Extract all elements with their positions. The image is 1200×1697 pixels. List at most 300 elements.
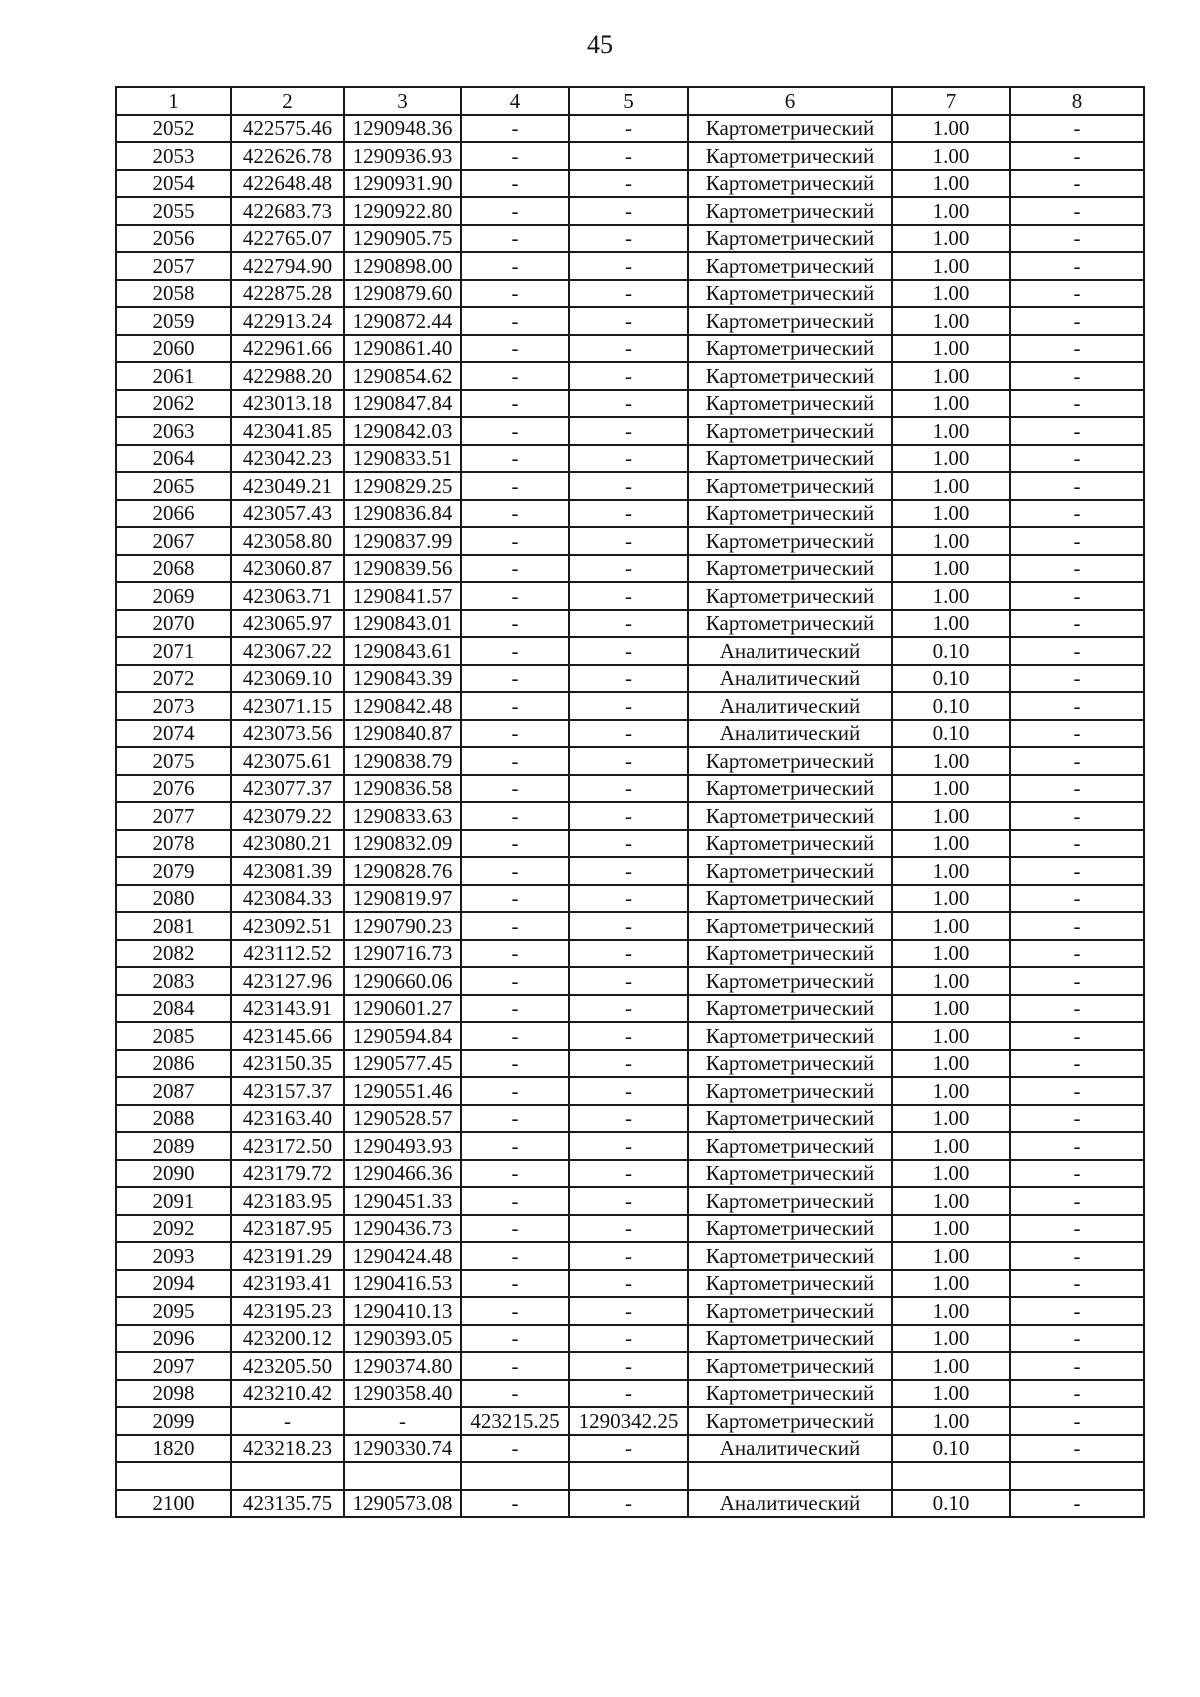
note-cell: - xyxy=(1010,1050,1144,1078)
x-alt-cell: - xyxy=(461,747,569,775)
note-cell: - xyxy=(1010,857,1144,885)
accuracy-cell: 1.00 xyxy=(892,280,1010,308)
accuracy-cell: 1.00 xyxy=(892,1242,1010,1270)
y-alt-cell: - xyxy=(569,1215,688,1243)
table-row xyxy=(116,912,1144,940)
y-coord-cell: 1290828.76 xyxy=(344,857,461,885)
x-coord-cell: 423150.35 xyxy=(231,1050,344,1078)
y-coord-cell: 1290833.51 xyxy=(344,445,461,473)
point-number-cell: 2076 xyxy=(116,775,231,803)
y-alt-cell: - xyxy=(569,445,688,473)
method-cell: Картометрический xyxy=(688,940,892,968)
note-cell: - xyxy=(1010,417,1144,445)
y-alt-cell: - xyxy=(569,1132,688,1160)
coordinates-table xyxy=(115,86,1145,1518)
point-number-cell: 2075 xyxy=(116,747,231,775)
point-number-cell: 2094 xyxy=(116,1270,231,1298)
x-coord-cell: 423205.50 xyxy=(231,1352,344,1380)
page-number: 45 xyxy=(587,30,613,59)
table-row xyxy=(116,1242,1144,1270)
point-number-cell: 2068 xyxy=(116,555,231,583)
point-number-cell: 2083 xyxy=(116,967,231,995)
point-number-cell: 2098 xyxy=(116,1380,231,1408)
table-row xyxy=(116,197,1144,225)
note-cell: - xyxy=(1010,775,1144,803)
point-number-cell: 2056 xyxy=(116,225,231,253)
accuracy-cell: 1.00 xyxy=(892,802,1010,830)
x-alt-cell: - xyxy=(461,857,569,885)
point-number-cell: 2088 xyxy=(116,1105,231,1133)
table-row xyxy=(116,802,1144,830)
x-coord-cell: 423191.29 xyxy=(231,1242,344,1270)
x-coord-cell: 423041.85 xyxy=(231,417,344,445)
x-coord-cell: 423143.91 xyxy=(231,995,344,1023)
y-coord-cell: 1290358.40 xyxy=(344,1380,461,1408)
x-alt-cell: - xyxy=(461,1105,569,1133)
point-number-cell: 2061 xyxy=(116,362,231,390)
table-row xyxy=(116,335,1144,363)
x-alt-cell: - xyxy=(461,445,569,473)
y-alt-cell: - xyxy=(569,692,688,720)
note-cell: - xyxy=(1010,885,1144,913)
method-cell: Картометрический xyxy=(688,362,892,390)
x-alt-cell: - xyxy=(461,142,569,170)
accuracy-cell: 1.00 xyxy=(892,912,1010,940)
table-row xyxy=(116,1187,1144,1215)
y-coord-cell: 1290898.00 xyxy=(344,252,461,280)
accuracy-cell: 1.00 xyxy=(892,252,1010,280)
method-cell: Картометрический xyxy=(688,417,892,445)
x-alt-cell: - xyxy=(461,1297,569,1325)
note-cell: - xyxy=(1010,1105,1144,1133)
x-coord-cell: 423065.97 xyxy=(231,610,344,638)
method-cell: Картометрический xyxy=(688,1187,892,1215)
x-coord-cell: 423080.21 xyxy=(231,830,344,858)
x-alt-cell: - xyxy=(461,1050,569,1078)
table-row xyxy=(116,995,1144,1023)
point-number-cell: 2092 xyxy=(116,1215,231,1243)
method-cell: Аналитический xyxy=(688,1435,892,1463)
table-row xyxy=(116,1490,1144,1518)
note-cell: - xyxy=(1010,555,1144,583)
x-alt-cell: - xyxy=(461,362,569,390)
note-cell: - xyxy=(1010,637,1144,665)
y-coord-cell: 1290948.36 xyxy=(344,115,461,143)
x-coord-cell: 423084.33 xyxy=(231,885,344,913)
method-cell: Картометрический xyxy=(688,307,892,335)
point-number-cell: 2067 xyxy=(116,527,231,555)
y-coord-cell: 1290551.46 xyxy=(344,1077,461,1105)
method-cell: Картометрический xyxy=(688,527,892,555)
accuracy-cell: 1.00 xyxy=(892,1077,1010,1105)
x-alt-cell: - xyxy=(461,885,569,913)
method-cell: Картометрический xyxy=(688,747,892,775)
accuracy-cell: 1.00 xyxy=(892,1050,1010,1078)
point-number-cell: 2071 xyxy=(116,637,231,665)
y-coord-cell: 1290837.99 xyxy=(344,527,461,555)
y-alt-cell: - xyxy=(569,390,688,418)
accuracy-cell: 1.00 xyxy=(892,967,1010,995)
x-alt-cell: - xyxy=(461,637,569,665)
note-cell: - xyxy=(1010,940,1144,968)
note-cell: - xyxy=(1010,197,1144,225)
x-coord-cell: 423013.18 xyxy=(231,390,344,418)
y-alt-cell: - xyxy=(569,252,688,280)
x-alt-cell: - xyxy=(461,197,569,225)
column-header: 7 xyxy=(892,87,1010,115)
method-cell: Картометрический xyxy=(688,1352,892,1380)
x-alt-cell: - xyxy=(461,1325,569,1353)
table-row xyxy=(116,720,1144,748)
table-body xyxy=(116,115,1144,1518)
x-alt-cell: - xyxy=(461,1132,569,1160)
x-coord-cell: 423193.41 xyxy=(231,1270,344,1298)
accuracy-cell: 1.00 xyxy=(892,197,1010,225)
y-coord-cell: 1290839.56 xyxy=(344,555,461,583)
y-alt-cell: - xyxy=(569,280,688,308)
table-row xyxy=(116,1160,1144,1188)
table-row xyxy=(116,445,1144,473)
table-row xyxy=(116,1270,1144,1298)
x-coord-cell: 423079.22 xyxy=(231,802,344,830)
point-number-cell: 2085 xyxy=(116,1022,231,1050)
table-row xyxy=(116,1407,1144,1435)
point-number-cell: 2055 xyxy=(116,197,231,225)
y-coord-cell: 1290838.79 xyxy=(344,747,461,775)
x-alt-cell: - xyxy=(461,720,569,748)
y-alt-cell: - xyxy=(569,472,688,500)
point-number-cell: 2065 xyxy=(116,472,231,500)
accuracy-cell: 1.00 xyxy=(892,1380,1010,1408)
x-alt-cell: - xyxy=(461,1380,569,1408)
x-alt-cell: - xyxy=(461,335,569,363)
column-header: 2 xyxy=(231,87,344,115)
table-row xyxy=(116,747,1144,775)
x-coord-cell: 422875.28 xyxy=(231,280,344,308)
x-coord-cell: 423179.72 xyxy=(231,1160,344,1188)
note-cell: - xyxy=(1010,1297,1144,1325)
method-cell: Картометрический xyxy=(688,1242,892,1270)
y-alt-cell: - xyxy=(569,170,688,198)
method-cell: Картометрический xyxy=(688,115,892,143)
method-cell: Аналитический xyxy=(688,1490,892,1518)
point-number-cell: 2063 xyxy=(116,417,231,445)
table-row xyxy=(116,362,1144,390)
table-row xyxy=(116,280,1144,308)
x-alt-cell: - xyxy=(461,1077,569,1105)
x-alt-cell: - xyxy=(461,995,569,1023)
point-number-cell: 2070 xyxy=(116,610,231,638)
method-cell: Картометрический xyxy=(688,197,892,225)
accuracy-cell: 1.00 xyxy=(892,830,1010,858)
y-alt-cell: - xyxy=(569,417,688,445)
x-coord-cell: 423127.96 xyxy=(231,967,344,995)
method-cell: Картометрический xyxy=(688,1160,892,1188)
x-coord-cell: 423135.75 xyxy=(231,1490,344,1518)
y-coord-cell xyxy=(344,1462,461,1490)
x-alt-cell: - xyxy=(461,417,569,445)
x-coord-cell: 423112.52 xyxy=(231,940,344,968)
x-coord-cell: 423075.61 xyxy=(231,747,344,775)
point-number-cell: 2060 xyxy=(116,335,231,363)
method-cell: Картометрический xyxy=(688,1297,892,1325)
note-cell: - xyxy=(1010,1352,1144,1380)
method-cell: Картометрический xyxy=(688,1132,892,1160)
x-coord-cell: 423042.23 xyxy=(231,445,344,473)
point-number-cell: 2053 xyxy=(116,142,231,170)
y-alt-cell: - xyxy=(569,802,688,830)
y-alt-cell: - xyxy=(569,1325,688,1353)
y-alt-cell: - xyxy=(569,1187,688,1215)
point-number-cell: 2093 xyxy=(116,1242,231,1270)
x-alt-cell: - xyxy=(461,1490,569,1518)
y-alt-cell: - xyxy=(569,720,688,748)
y-coord-cell: 1290410.13 xyxy=(344,1297,461,1325)
table-row xyxy=(116,1435,1144,1463)
accuracy-cell: 0.10 xyxy=(892,1435,1010,1463)
x-coord-cell: 422575.46 xyxy=(231,115,344,143)
x-alt-cell: - xyxy=(461,170,569,198)
note-cell xyxy=(1010,1462,1144,1490)
note-cell: - xyxy=(1010,1407,1144,1435)
accuracy-cell: 1.00 xyxy=(892,940,1010,968)
x-coord-cell: 423063.71 xyxy=(231,582,344,610)
point-number-cell: 2064 xyxy=(116,445,231,473)
y-coord-cell: 1290330.74 xyxy=(344,1435,461,1463)
x-alt-cell: - xyxy=(461,967,569,995)
method-cell: Картометрический xyxy=(688,912,892,940)
y-coord-cell: 1290841.57 xyxy=(344,582,461,610)
point-number-cell: 2066 xyxy=(116,500,231,528)
x-alt-cell: - xyxy=(461,1435,569,1463)
y-coord-cell: 1290790.23 xyxy=(344,912,461,940)
note-cell: - xyxy=(1010,390,1144,418)
y-alt-cell: - xyxy=(569,610,688,638)
table-row xyxy=(116,307,1144,335)
accuracy-cell: 1.00 xyxy=(892,527,1010,555)
y-alt-cell: - xyxy=(569,775,688,803)
note-cell: - xyxy=(1010,142,1144,170)
method-cell: Картометрический xyxy=(688,555,892,583)
y-coord-cell: 1290936.93 xyxy=(344,142,461,170)
x-coord-cell: 423077.37 xyxy=(231,775,344,803)
method-cell: Картометрический xyxy=(688,582,892,610)
point-number-cell: 2086 xyxy=(116,1050,231,1078)
x-alt-cell: - xyxy=(461,1022,569,1050)
x-alt-cell xyxy=(461,1462,569,1490)
x-alt-cell: - xyxy=(461,115,569,143)
x-coord-cell: 422913.24 xyxy=(231,307,344,335)
accuracy-cell: 1.00 xyxy=(892,472,1010,500)
y-coord-cell: 1290840.87 xyxy=(344,720,461,748)
accuracy-cell: 1.00 xyxy=(892,1132,1010,1160)
x-coord-cell: 423157.37 xyxy=(231,1077,344,1105)
y-coord-cell: 1290601.27 xyxy=(344,995,461,1023)
x-alt-cell: - xyxy=(461,472,569,500)
table-row xyxy=(116,610,1144,638)
x-alt-cell: - xyxy=(461,500,569,528)
method-cell: Картометрический xyxy=(688,967,892,995)
note-cell: - xyxy=(1010,1187,1144,1215)
y-alt-cell: - xyxy=(569,115,688,143)
y-coord-cell: 1290843.01 xyxy=(344,610,461,638)
x-alt-cell: - xyxy=(461,775,569,803)
y-alt-cell: - xyxy=(569,555,688,583)
y-coord-cell: 1290393.05 xyxy=(344,1325,461,1353)
note-cell: - xyxy=(1010,1215,1144,1243)
y-coord-cell: 1290879.60 xyxy=(344,280,461,308)
table-row xyxy=(116,1050,1144,1078)
accuracy-cell: 1.00 xyxy=(892,142,1010,170)
point-number-cell: 2082 xyxy=(116,940,231,968)
point-number-cell: 2073 xyxy=(116,692,231,720)
note-cell: - xyxy=(1010,1325,1144,1353)
note-cell: - xyxy=(1010,802,1144,830)
note-cell: - xyxy=(1010,830,1144,858)
table-row xyxy=(116,1077,1144,1105)
y-coord-cell: 1290836.58 xyxy=(344,775,461,803)
note-cell: - xyxy=(1010,1490,1144,1518)
y-alt-cell: - xyxy=(569,307,688,335)
table-row xyxy=(116,775,1144,803)
accuracy-cell: 1.00 xyxy=(892,1407,1010,1435)
method-cell: Картометрический xyxy=(688,1022,892,1050)
table-row xyxy=(116,1215,1144,1243)
point-number-cell: 2058 xyxy=(116,280,231,308)
x-alt-cell: - xyxy=(461,940,569,968)
table-row xyxy=(116,142,1144,170)
method-cell: Картометрический xyxy=(688,500,892,528)
x-alt-cell: - xyxy=(461,912,569,940)
accuracy-cell: 1.00 xyxy=(892,1022,1010,1050)
accuracy-cell: 1.00 xyxy=(892,362,1010,390)
method-cell: Картометрический xyxy=(688,1105,892,1133)
point-number-cell: 2080 xyxy=(116,885,231,913)
accuracy-cell: 0.10 xyxy=(892,720,1010,748)
x-coord-cell: 423069.10 xyxy=(231,665,344,693)
y-coord-cell: 1290424.48 xyxy=(344,1242,461,1270)
accuracy-cell: 1.00 xyxy=(892,1325,1010,1353)
x-coord-cell: - xyxy=(231,1407,344,1435)
y-coord-cell: 1290842.03 xyxy=(344,417,461,445)
point-number-cell: 2054 xyxy=(116,170,231,198)
method-cell: Картометрический xyxy=(688,142,892,170)
note-cell: - xyxy=(1010,1435,1144,1463)
note-cell: - xyxy=(1010,1077,1144,1105)
method-cell: Картометрический xyxy=(688,252,892,280)
x-alt-cell: - xyxy=(461,555,569,583)
method-cell: Картометрический xyxy=(688,472,892,500)
accuracy-cell: 1.00 xyxy=(892,747,1010,775)
accuracy-cell: 1.00 xyxy=(892,1270,1010,1298)
y-coord-cell: 1290594.84 xyxy=(344,1022,461,1050)
method-cell: Картометрический xyxy=(688,225,892,253)
y-coord-cell: 1290528.57 xyxy=(344,1105,461,1133)
method-cell: Картометрический xyxy=(688,995,892,1023)
point-number-cell: 2078 xyxy=(116,830,231,858)
note-cell: - xyxy=(1010,1132,1144,1160)
method-cell: Картометрический xyxy=(688,885,892,913)
note-cell: - xyxy=(1010,445,1144,473)
method-cell: Картометрический xyxy=(688,1407,892,1435)
accuracy-cell: 1.00 xyxy=(892,445,1010,473)
point-number-cell: 2057 xyxy=(116,252,231,280)
point-number-cell: 2099 xyxy=(116,1407,231,1435)
note-cell: - xyxy=(1010,307,1144,335)
method-cell: Картометрический xyxy=(688,280,892,308)
point-number-cell: 2072 xyxy=(116,665,231,693)
point-number-cell: 2062 xyxy=(116,390,231,418)
y-coord-cell: 1290872.44 xyxy=(344,307,461,335)
table-row xyxy=(116,527,1144,555)
table-row xyxy=(116,1105,1144,1133)
y-coord-cell: 1290493.93 xyxy=(344,1132,461,1160)
table-row xyxy=(116,1352,1144,1380)
point-number-cell: 2084 xyxy=(116,995,231,1023)
y-alt-cell: - xyxy=(569,500,688,528)
x-coord-cell: 423071.15 xyxy=(231,692,344,720)
point-number-cell: 2097 xyxy=(116,1352,231,1380)
x-alt-cell: - xyxy=(461,307,569,335)
table-row xyxy=(116,115,1144,143)
method-cell: Аналитический xyxy=(688,720,892,748)
y-coord-cell: 1290451.33 xyxy=(344,1187,461,1215)
method-cell: Картометрический xyxy=(688,390,892,418)
method-cell: Картометрический xyxy=(688,1380,892,1408)
accuracy-cell: 1.00 xyxy=(892,1187,1010,1215)
accuracy-cell: 1.00 xyxy=(892,170,1010,198)
y-alt-cell: - xyxy=(569,582,688,610)
accuracy-cell: 1.00 xyxy=(892,1105,1010,1133)
x-coord-cell: 423081.39 xyxy=(231,857,344,885)
point-number-cell: 2052 xyxy=(116,115,231,143)
x-alt-cell: - xyxy=(461,1270,569,1298)
y-alt-cell: - xyxy=(569,665,688,693)
note-cell: - xyxy=(1010,170,1144,198)
accuracy-cell: 1.00 xyxy=(892,417,1010,445)
y-coord-cell: 1290861.40 xyxy=(344,335,461,363)
method-cell: Аналитический xyxy=(688,665,892,693)
table-row xyxy=(116,1462,1144,1490)
y-alt-cell: - xyxy=(569,940,688,968)
y-coord-cell: 1290931.90 xyxy=(344,170,461,198)
y-alt-cell: - xyxy=(569,1352,688,1380)
x-coord-cell: 423200.12 xyxy=(231,1325,344,1353)
x-coord-cell: 423049.21 xyxy=(231,472,344,500)
note-cell: - xyxy=(1010,1160,1144,1188)
note-cell: - xyxy=(1010,995,1144,1023)
y-alt-cell: - xyxy=(569,912,688,940)
x-coord-cell: 423067.22 xyxy=(231,637,344,665)
x-coord-cell: 423057.43 xyxy=(231,500,344,528)
point-number-cell: 2059 xyxy=(116,307,231,335)
accuracy-cell: 1.00 xyxy=(892,307,1010,335)
note-cell: - xyxy=(1010,1270,1144,1298)
y-alt-cell: - xyxy=(569,1297,688,1325)
point-number-cell xyxy=(116,1462,231,1490)
table-header-row xyxy=(116,87,1144,115)
note-cell: - xyxy=(1010,527,1144,555)
x-alt-cell: - xyxy=(461,610,569,638)
x-coord-cell: 423073.56 xyxy=(231,720,344,748)
y-coord-cell: 1290416.53 xyxy=(344,1270,461,1298)
y-coord-cell: 1290836.84 xyxy=(344,500,461,528)
y-coord-cell: 1290832.09 xyxy=(344,830,461,858)
x-coord-cell: 423092.51 xyxy=(231,912,344,940)
table-row xyxy=(116,582,1144,610)
table-row xyxy=(116,252,1144,280)
point-number-cell: 2090 xyxy=(116,1160,231,1188)
